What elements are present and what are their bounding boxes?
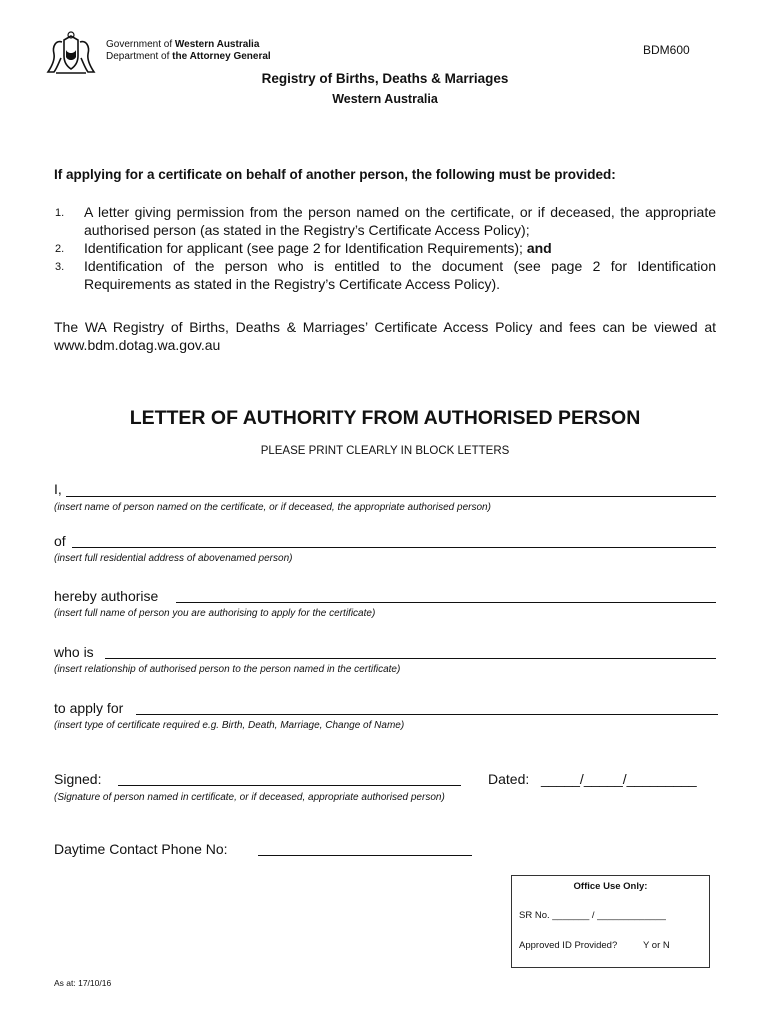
certificate-type-field[interactable]: [136, 714, 718, 715]
print-instruction: PLEASE PRINT CLEARLY IN BLOCK LETTERS: [260, 445, 510, 457]
signature-field[interactable]: [118, 785, 461, 786]
list-item: 3. Identification of the person who is entitled to the document (see page 2 for Identification Requirements as stated in the Registry’s Certificate Access Policy).: [55, 258, 716, 292]
apply-for-hint: (insert type of certificate required e.g. Birth, Death, Marriage, Change of Name): [54, 720, 405, 731]
government-name: Government of Western Australia Department of the Attorney General: [106, 39, 271, 62]
list-item: 1. A letter giving permission from the person named on the certificate, or if deceased, the appropriate authorised person (as stated in the Registry’s Certificate Access Policy);: [55, 204, 716, 238]
intro-heading: If applying for a certificate on behalf of another person, the following must be provided:: [54, 167, 616, 182]
date-field[interactable]: _____/_____/_________: [541, 771, 697, 787]
signed-label: Signed:: [54, 771, 102, 787]
name-label: I,: [54, 481, 62, 497]
signed-hint: (Signature of person named in certificate, or if deceased, appropriate authorised person): [54, 792, 445, 803]
relationship-field[interactable]: [105, 658, 716, 659]
registry-subtitle: Western Australia: [332, 92, 438, 106]
list-item: 2. Identification for applicant (see page 2 for Identification Requirements); and: [55, 240, 552, 256]
authorised-person-field[interactable]: [176, 602, 716, 603]
dated-label: Dated:: [488, 771, 530, 787]
approved-id-options: Y or N: [643, 940, 670, 951]
approved-id-label: Approved ID Provided?: [519, 940, 618, 951]
form-code: BDM600: [643, 43, 690, 57]
relationship-label: who is: [54, 644, 94, 660]
requirements-list: [54, 203, 716, 293]
office-use-box: [511, 875, 710, 968]
form-title: LETTER OF AUTHORITY FROM AUTHORISED PERSON: [129, 407, 641, 429]
address-hint: (insert full residential address of abovenamed person): [54, 553, 293, 564]
office-use-title: Office Use Only:: [573, 881, 648, 892]
policy-note: The WA Registry of Births, Deaths & Marriages’ Certificate Access Policy and fees can be viewed at www.bdm.dotag.wa.gov.au: [54, 319, 716, 353]
name-field[interactable]: [66, 496, 716, 497]
sr-number-field: SR No. _______ / _____________: [519, 910, 666, 921]
address-field[interactable]: [72, 547, 716, 548]
registry-title: Registry of Births, Deaths & Marriages: [261, 71, 509, 86]
relationship-hint: (insert relationship of authorised person to the person named in the certificate): [54, 664, 401, 675]
phone-field[interactable]: [258, 855, 472, 856]
authorise-label: hereby authorise: [54, 588, 159, 604]
as-at-date: As at: 17/10/16: [54, 978, 112, 988]
apply-for-label: to apply for: [54, 700, 124, 716]
address-label: of: [54, 533, 66, 549]
phone-label: Daytime Contact Phone No:: [54, 841, 228, 857]
authorise-hint: (insert full name of person you are authorising to apply for the certificate): [54, 608, 376, 619]
name-hint: (insert name of person named on the certificate, or if deceased, the appropriate authorised person): [54, 502, 491, 513]
